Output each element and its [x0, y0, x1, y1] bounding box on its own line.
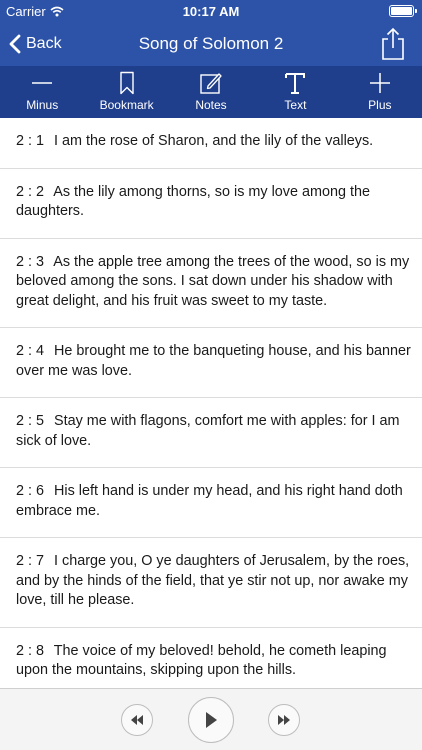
- fast-forward-button[interactable]: [268, 704, 300, 736]
- verse-reference: 2 : 3: [16, 253, 45, 270]
- verse-item[interactable]: [0, 538, 422, 628]
- verse-text: His left hand is under my head, and his right hand doth embrace me.: [16, 483, 403, 519]
- fast-forward-icon: [277, 714, 291, 726]
- verse-item[interactable]: [0, 398, 422, 468]
- notes-icon: [199, 71, 223, 95]
- minus-button[interactable]: [0, 66, 84, 118]
- verse-text: As the apple tree among the trees of the wood, so is my beloved among the sons. I sat down under his shadow with great delight, and his fruit was sweet to my taste.: [16, 253, 410, 309]
- status-bar: [0, 0, 422, 22]
- verse-item[interactable]: [0, 239, 422, 329]
- text-size-icon: [284, 71, 306, 95]
- verse-reference: 2 : 4: [16, 343, 45, 359]
- notes-label: Notes: [195, 98, 227, 112]
- rewind-button[interactable]: [121, 704, 153, 736]
- text-button[interactable]: [253, 66, 337, 118]
- verse-item[interactable]: [0, 118, 422, 169]
- verse-reference: 2 : 8: [16, 642, 45, 659]
- verse-reference: 2 : 7: [16, 553, 45, 569]
- chevron-left-icon: [8, 34, 22, 54]
- text-label: Text: [284, 98, 307, 112]
- reader-toolbar: [0, 66, 422, 118]
- notes-button[interactable]: [169, 66, 253, 118]
- minus-label: Minus: [26, 98, 59, 112]
- play-button[interactable]: [188, 697, 234, 743]
- status-time: 10:17 AM: [182, 4, 240, 19]
- back-button[interactable]: [8, 22, 62, 66]
- audio-player-bar: [0, 688, 422, 750]
- verse-text: As the lily among thorns, so is my love among the daughters.: [16, 183, 370, 219]
- bookmark-label: Bookmark: [99, 98, 154, 112]
- plus-label: Plus: [368, 98, 392, 112]
- verse-reference: 2 : 2: [16, 183, 45, 200]
- verse-reference: 2 : 6: [16, 483, 45, 499]
- rewind-icon: [130, 714, 144, 726]
- verse-text: Stay me with flagons, comfort me with apples: for I am sick of love.: [16, 413, 400, 449]
- nav-bar: [0, 22, 422, 66]
- verse-text: The voice of my beloved! behold, he cometh leaping upon the mountains, skipping upon the hills.: [16, 642, 387, 678]
- verse-text: He brought me to the banqueting house, and his banner over me was love.: [16, 343, 411, 379]
- minus-icon: [30, 71, 54, 95]
- play-icon: [204, 711, 218, 729]
- plus-button[interactable]: [338, 66, 422, 118]
- share-icon: [378, 26, 408, 62]
- bookmark-button[interactable]: [84, 66, 168, 118]
- verse-list[interactable]: [0, 118, 422, 688]
- verse-text: I am the rose of Sharon, and the lily of the valleys.: [54, 133, 374, 149]
- share-button[interactable]: [378, 26, 408, 62]
- verse-reference: 2 : 5: [16, 413, 45, 429]
- battery-icon: [389, 5, 414, 17]
- page-title: Song of Solomon 2: [138, 34, 284, 53]
- verse-item[interactable]: [0, 328, 422, 398]
- bookmark-icon: [118, 71, 136, 95]
- verse-reference: 2 : 1: [16, 133, 45, 149]
- carrier-label: Carrier: [6, 4, 46, 19]
- verse-item[interactable]: [0, 628, 422, 689]
- verse-item[interactable]: [0, 169, 422, 239]
- verse-text: I charge you, O ye daughters of Jerusalem, by the roes, and by the hinds of the field, that ye stir not up, nor awake my love, till he please.: [16, 553, 410, 608]
- back-label: Back: [26, 35, 62, 52]
- verse-item[interactable]: [0, 468, 422, 538]
- plus-icon: [368, 71, 392, 95]
